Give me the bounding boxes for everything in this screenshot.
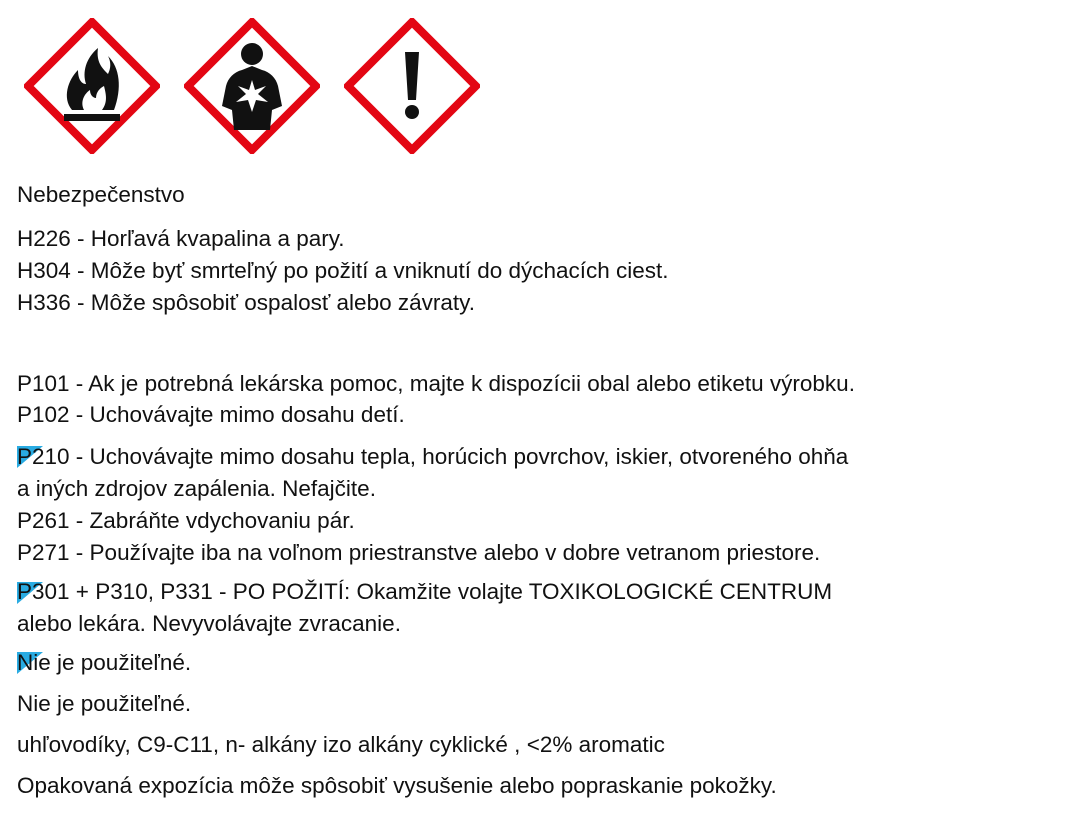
hazardous-components: uhľovodíky, C9-C11, n- alkány izo alkány cyklické , <2% aromatic [17, 732, 665, 757]
precaution-p301-line2: alebo lekára. Nevyvolávajte zvracanie. [17, 611, 401, 636]
precaution-p102: P102 - Uchovávajte mimo dosahu detí. [17, 402, 405, 427]
hazard-statement-h336: H336 - Môže spôsobiť ospalosť alebo závraty. [17, 290, 475, 315]
precaution-p210-line1: P210 - Uchovávajte mimo dosahu tepla, horúcich povrchov, iskier, otvoreného ohňa [17, 444, 849, 469]
not-applicable-text: Nie je použiteľné. [17, 691, 192, 716]
precaution-p261: P261 - Zabráňte vdychovaniu pár. [17, 508, 355, 533]
hazard-statement-h226: H226 - Horľavá kvapalina a pary. [17, 226, 345, 251]
precaution-p301: P301 + P310, P331 - PO POŽITÍ: Okamžite volajte TOXIKOLOGICKÉ CENTRUM [17, 579, 833, 604]
precaution-p210-line2: a iných zdrojov zapálenia. Nefajčite. [17, 476, 376, 501]
flame-icon [24, 18, 160, 154]
supplemental-statement: Opakovaná expozícia môže spôsobiť vysušenie alebo popraskanie pokožky. [17, 773, 777, 798]
health-hazard-icon [184, 18, 320, 154]
signal-word: Nebezpečenstvo [17, 182, 185, 207]
hazard-statement-h304: H304 - Môže byť smrteľný po požití a vniknutí do dýchacích ciest. [17, 258, 669, 283]
precaution-p271: P271 - Používajte iba na voľnom priestranstve alebo v dobre vetranom priestore. [17, 540, 821, 565]
not-applicable-text: Nie je použiteľné. [17, 650, 192, 675]
precaution-p101: P101 - Ak je potrebná lekárska pomoc, majte k dispozícii obal alebo etiketu výrobku. [17, 371, 855, 396]
exclamation-mark-icon [344, 18, 480, 154]
